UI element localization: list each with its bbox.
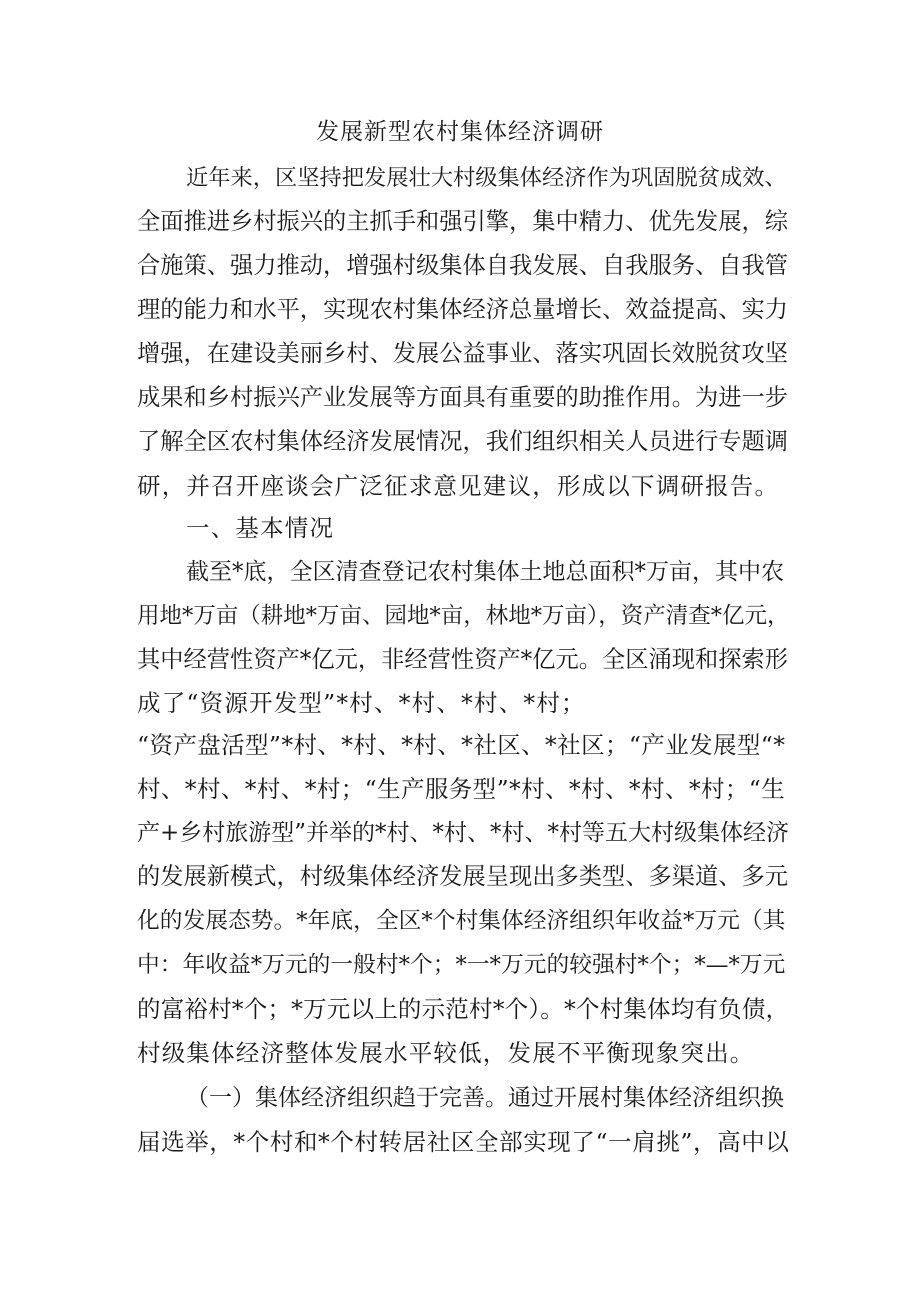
paragraph-line: 截至*底，全区清查登记农村集体土地总面积*万亩，其中农 xyxy=(186,559,784,585)
paragraph-line: 理的能力和水平，实现农村集体经济总量增长、效益提高、实力 xyxy=(137,296,789,323)
document-title: 发展新型农村集体经济调研 xyxy=(316,119,604,145)
paragraph-line: 产+乡村旅游型”并举的*村、*村、*村、*村等五大村级集体经济 xyxy=(137,820,790,846)
section-heading: 一、基本情况 xyxy=(186,514,335,542)
paragraph-line: 化的发展态势。*年底，全区*个村集体经济组织年收益*万元（其 xyxy=(137,908,786,934)
paragraph-line: 了解全区农村集体经济发展情况，我们组织相关人员进行专题调 xyxy=(137,428,789,455)
paragraph-line: 全面推进乡村振兴的主抓手和强引擎，集中精力、优先发展，综 xyxy=(137,208,789,235)
paragraph-line: 的富裕村*个；*万元以上的示范村*个）。*个村集体均有负债， xyxy=(137,995,790,1023)
paragraph-line: 成果和乡村振兴产业发展等方面具有重要的助推作用。为进一步 xyxy=(137,384,789,411)
paragraph-line: 中：年收益*万元的一般村*个；*一*万元的较强村*个；*—*万元 xyxy=(137,952,786,978)
paragraph-line: 村、*村、*村、*村；“生产服务型”*村、*村、*村、*村；“生 xyxy=(137,775,786,803)
paragraph-line: 增强，在建设美丽乡村、发展公益事业、落实巩固长效脱贫攻坚 xyxy=(137,340,789,367)
paragraph-line: 合施策、强力推动，增强村级集体自我发展、自我服务、自我管 xyxy=(137,252,789,279)
paragraph-line: 其中经营性资产*亿元，非经营性资产*亿元。全区涌现和探索形 xyxy=(137,646,789,673)
paragraph-line: 村级集体经济整体发展水平较低，发展不平衡现象突出。 xyxy=(137,1039,755,1067)
paragraph-line: 的发展新模式，村级集体经济发展呈现出多类型、多渠道、多元 xyxy=(137,863,789,890)
paragraph-line: （一）集体经济组织趋于完善。通过开展村集体经济组织换 xyxy=(186,1085,784,1111)
paragraph-line: “资产盘活型”*村、*村、*村、*社区、*社区；“产业发展型“* xyxy=(137,731,786,759)
paragraph-line: 近年来，区坚持把发展壮大村级集体经济作为巩固脱贫成效、 xyxy=(186,165,787,191)
paragraph-line: 届选举，*个村和*个村转居社区全部实现了“一肩挑”，高中以 xyxy=(137,1128,790,1156)
paragraph-line: 成了“资源开发型”*村、*村、*村、*村； xyxy=(137,689,586,717)
paragraph-line: 研，并召开座谈会广泛征求意见建议，形成以下调研报告。 xyxy=(137,472,780,500)
paragraph-line: 用地*万亩（耕地*万亩、园地*亩，林地*万亩），资产清查*亿元， xyxy=(137,603,790,629)
